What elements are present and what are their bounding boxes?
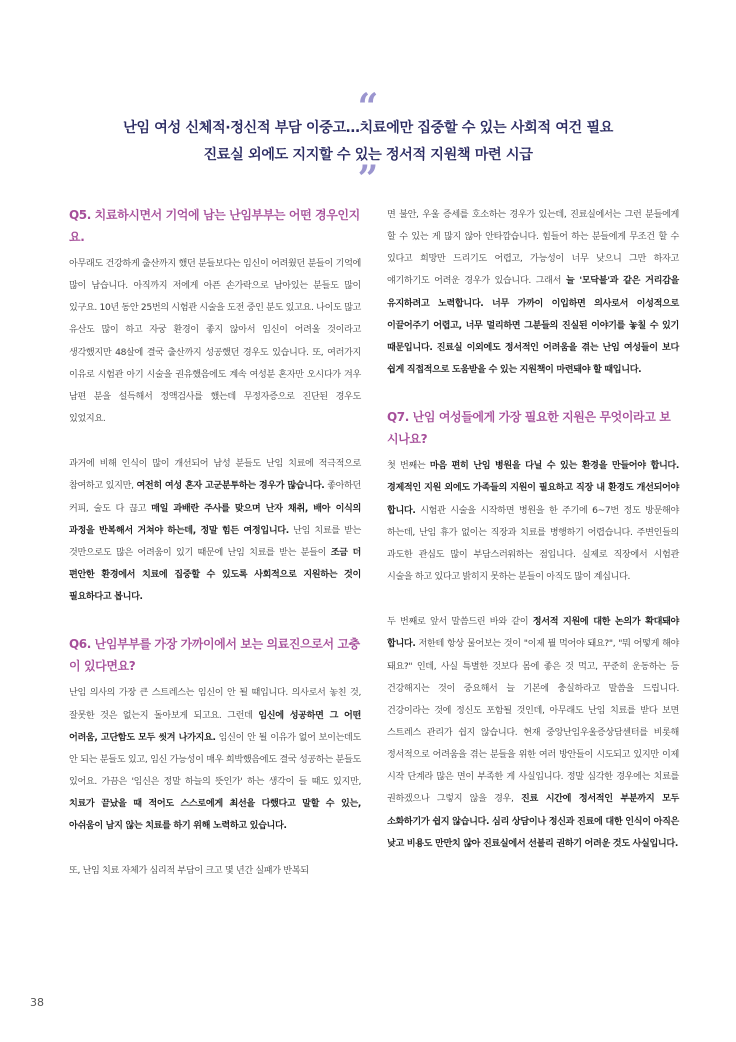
open-quote-icon: “ <box>357 86 379 128</box>
q7-paragraph-2: 두 번째로 앞서 말씀드린 바와 같이 정서적 지원에 대한 논의가 확대돼야 합니다. 저한테 항상 물어보는 것이 "이제 뭘 먹어야 돼요?", "뭐 어떻게 해야 돼요?" 인데, 사실 특별한 것보다 몸에 좋은 것 먹고, 꾸준히 운동하는 등 건강해지는 것이 중요해서 늘 기본에 충실하라고 말씀을 드립니다. 건강이라는 것에 정신도 포함될 것인데, 아무래도 난임 치료를 받다 보면 스트레스 관리가 쉽지 않습니다. 현재 중앙난임우울증상담센터를 비롯해 정서적으로 어려움을 겪는 분들을 위한 여러 방안들이 시도되고 있지만 이제 시작 단계라 많은 면이 부족한 게 사실입니다. 정말 심각한 경우에는 치료를 권하겠으나 그렇지 않을 경우, 진료 시간에 정서적인 부분까지 모두 소화하기가 쉽지 않습니다. 심리 상담이나 정신과 진료에 대한 인식이 아직은 낮고 비용도 만만치 않아 진료실에서 선불리 권하기 어려운 것도 사실입니다. <box>387 617 680 849</box>
q6-continuation: 면 불안, 우울 증세를 호소하는 경우가 있는데, 진료실에서는 그런 분들에게 할 수 있는 게 많지 않아 안타깝습니다. 힘들어 하는 분들에게 무조건 할 수 있다고 희망만 드리기도 어렵고, 가능성이 너무 낮으니 그만 하자고 얘기하기도 어려운 경우가 있습니다. 그래서 늘 '모닥불'과 같은 거리감을 유지하려고 노력합니다. 너무 가까이 이입하면 의사로서 이성적으로 이끌어주기 어렵고, 너무 멀리하면 그분들의 진실된 이야기를 놓칠 수 있기 때문입니다. 진료실 이외에도 정서적인 어려움을 겪는 난임 여성들이 보다 쉽게 직접적으로 도움받을 수 있는 지원책이 마련돼야 할 때입니다. <box>387 210 679 376</box>
q5-paragraph-1: 아무래도 건강하게 출산까지 했던 분들보다는 임신이 어려웠던 분들이 기억에 많이 남습니다. 아직까지 저에게 아픈 손가락으로 남아있는 분들도 많이 있구요. 10년 동안 25번의 시험관 시술을 도전 중인 분도 있고요. 나이도 많고 유산도 많이 하고 자궁 환경이 좋지 않아서 임신이 어려울 것이라고 생각했지만 48살에 결국 출산까지 성공했던 경우도 있습니다. 또, 여러가지 이유로 시험관 아기 시술을 권유했음에도 계속 여성분 혼자만 오시다가 겨우 남편 분을 설득해서 정액검사를 했는데 무정자증으로 진단된 경우도 있었지요. <box>69 259 361 425</box>
q6-heading: Q6. 난임부부를 가장 가까이에서 보는 의료진으로서 고충이 있다면요? <box>69 637 360 674</box>
close-quote-icon: ” <box>357 158 379 200</box>
q7-heading: Q7. 난임 여성들에게 가장 필요한 지원은 무엇이라고 보시나요? <box>387 410 671 447</box>
q7-paragraph-1: 첫 번째는 마음 편히 난임 병원을 다닐 수 있는 환경을 만들어야 합니다. 경제적인 지원 외에도 가족들의 지원이 필요하고 직장 내 환경도 개선되어야 합니다. 시험관 시술을 시작하면 병원을 한 주기에 6~7번 정도 방문해야 하는데, 난임 휴가 없이는 직장과 치료를 병행하기 어렵습니다. 주변인들의 과도한 관심도 많이 부담스러워하는 점입니다. 실제로 직장에서 시험관 시술을 하고 있다고 밝히지 못하는 분들이 아직도 많이 계십니다. <box>387 461 679 583</box>
q5-heading: Q5. 치료하시면서 기억에 남는 난임부부는 어떤 경우인지요. <box>69 208 360 244</box>
left-column <box>69 204 361 883</box>
headline-line-2: 진료실 외에도 지지할 수 있는 정서적 지원책 마련 시급 <box>203 147 533 163</box>
q6-paragraph-2: 또, 난임 치료 자체가 심리적 부담이 크고 몇 년간 실패가 반복되 <box>69 866 309 877</box>
right-column <box>387 204 679 855</box>
q6-paragraph-1: 난임 의사의 가장 큰 스트레스는 임신이 안 될 때입니다. 의사로서 놓친 것, 잘못한 것은 없는지 돌아보게 되고요. 그런데 임신에 성공하면 그 어떤 어려움, 고단함도 모두 씻겨 나가지요. 임신이 안 될 이유가 없어 보이는데도 안 되는 분들도 있고, 임신 가능성이 매우 희박했음에도 결국 성공하는 분들도 있어요. 가끔은 '임신은 정말 하늘의 뜻인가' 하는 생각이 들 때도 있지만, 치료가 끝났을 때 적어도 스스로에게 최선을 다했다고 말할 수 있는, 아쉬움이 남지 않는 치료를 하기 위해 노력하고 있습니다. <box>69 688 361 832</box>
page-number: 38 <box>30 996 44 1009</box>
q5-paragraph-2: 과거에 비해 인식이 많이 개선되어 남성 분들도 난임 치료에 적극적으로 참여하고 있지만, 여전히 여성 혼자 고군분투하는 경우가 많습니다. 좋아하던 커피, 술도 다 끊고 매일 과배란 주사를 맞으며 난자 채취, 배아 이식의 과정을 반복해서 거쳐야 하는데, 정말 힘든 여정입니다. 난임 치료를 받는 것만으로도 많은 어려움이 있기 때문에 난임 치료를 받는 분들이 조금 더 편안한 환경에서 치료에 집중할 수 있도록 사회적으로 지원하는 것이 필요하다고 봅니다. <box>69 459 362 603</box>
headline-line-1: 난임 여성 신체적·정신적 부담 이중고…치료에만 집중할 수 있는 사회적 여건 필요 <box>123 120 613 136</box>
